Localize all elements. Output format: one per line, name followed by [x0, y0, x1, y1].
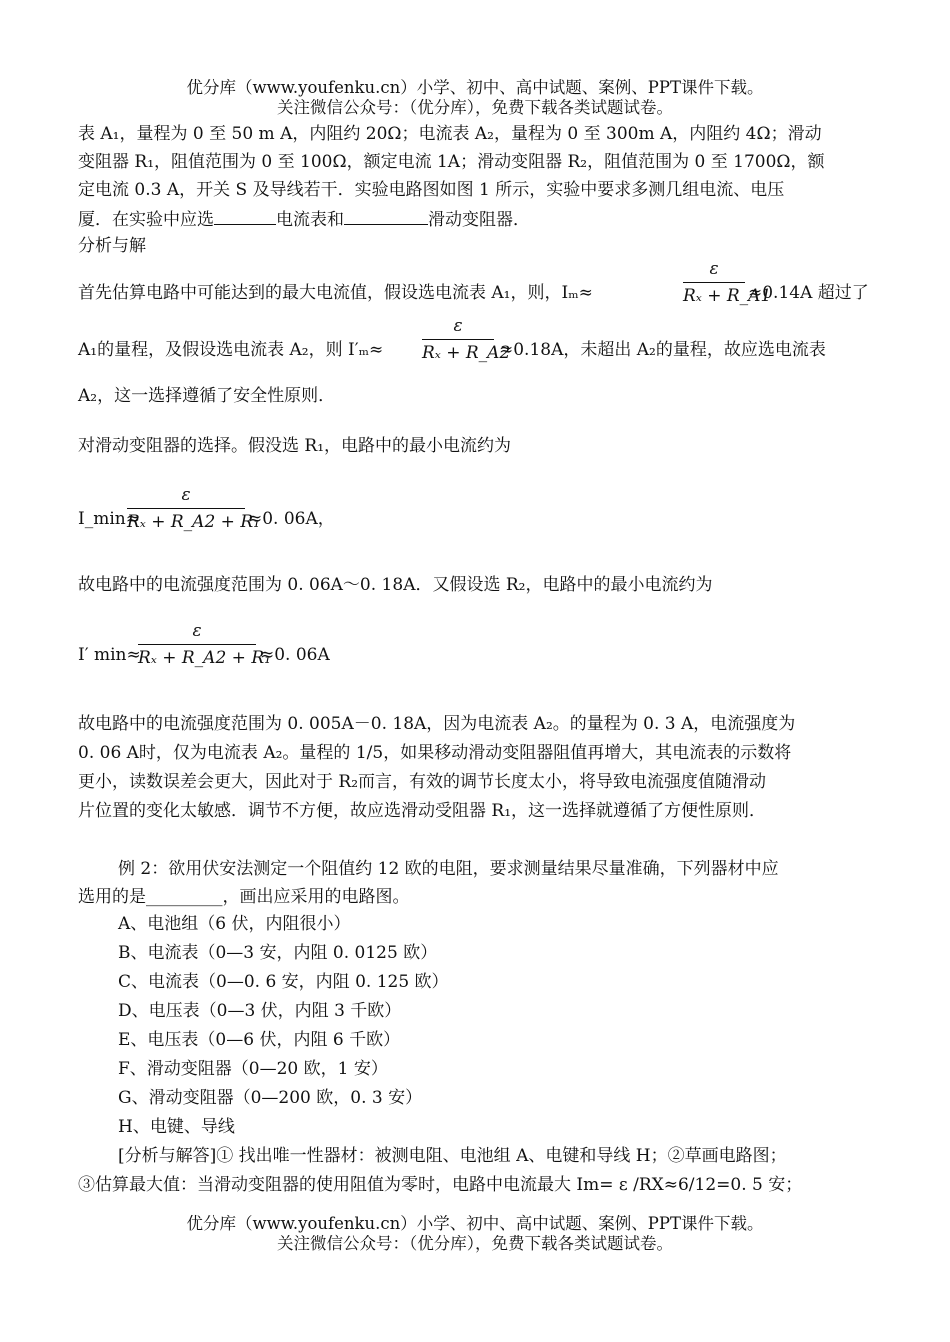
para1-line1: 表 A₁，量程为 0 至 50 m A，内阻约 20Ω；电流表 A₂，量程为 0 至 300m A，内阻约 4Ω；滑动: [78, 124, 822, 144]
formula3-lhs: I_min≈: [78, 509, 140, 529]
formula3-denominator: Rₓ + R_A2 + R₁: [127, 512, 260, 532]
para2-line1-right: ≈0.14A 超过了: [748, 283, 869, 303]
para5-line4: 片位置的变化太敏感．调节不方便，故应选滑动受阻器 R₁，这一选择就遵循了方便性原则．: [78, 801, 767, 821]
formula3-numerator: ε: [181, 485, 191, 505]
formula-max-current-a1: [683, 258, 772, 307]
para2-line2-left: A₁的量程，及假设选电流表 A₂，则 I′ₘ≈: [78, 340, 384, 360]
footer-line-1: 优分库（www.youfenku.cn）小学、初中、高中试题、案例、PPT课件下载。: [186, 1214, 764, 1233]
para1-line4: [78, 206, 530, 232]
para1-line4-part2: 电流表和: [276, 210, 344, 230]
formula2-denominator: Rₓ + R_A2: [422, 343, 511, 363]
option-b: B、电流表（0—3 安，内阻 0. 0125 欧）: [118, 943, 438, 963]
para1-line4-part1: 厦．在实验中应选: [78, 210, 214, 230]
option-e: E、电压表（0—6 伏，内阻 6 千欧）: [118, 1030, 401, 1050]
example2-line2: 选用的是_________，画出应采用的电路图。: [78, 887, 410, 907]
para4: 故电路中的电流强度范围为 0. 06A～0. 18A．又假设选 R₂，电路中的最小电流约为: [78, 575, 713, 595]
formula4-fraction-bar: [138, 644, 256, 645]
para2-line1-left: 首先估算电路中可能达到的最大电流值，假设选电流表 A₁，则，Iₘ≈: [78, 283, 593, 303]
formula1-denominator: Rₓ + R_A1: [683, 286, 772, 306]
formula3-fraction-bar: [127, 508, 245, 509]
fill-blank-rheostat[interactable]: [344, 206, 428, 225]
para1-line4-part3: 滑动变阻器．: [428, 210, 530, 230]
fill-blank-ammeter[interactable]: [214, 206, 276, 225]
formula4-lhs: I′ min≈: [78, 645, 141, 665]
para3: 对滑动变阻器的选择。假没选 R₁，电路中的最小电流约为: [78, 436, 512, 456]
header-line-1: 优分库（www.youfenku.cn）小学、初中、高中试题、案例、PPT课件下载。: [186, 78, 764, 97]
formula-min-current-r1: [127, 484, 260, 533]
formula4-denominator: Rₓ + R_A2 + R₁: [138, 648, 271, 668]
option-d: D、电压表（0—3 伏，内阻 3 千欧）: [118, 1001, 402, 1021]
para5-line2: 0. 06 A时，仅为电流表 A₂。量程的 1/5，如果移动滑动变阻器阻值再增大，其电流表的示数将: [78, 743, 792, 763]
formula-min-current-r2: [138, 620, 271, 669]
option-c: C、电流表（0—0. 6 安，内阻 0. 125 欧）: [118, 972, 449, 992]
example2-line1: 例 2：欲用伏安法测定一个阻值约 12 欧的电阻，要求测量结果尽量准确，下列器材中应: [118, 859, 779, 879]
para1-line3: 定电流 0.3 A，开关 S 及导线若干．实验电路图如图 1 所示，实验中要求多测几组电流、电压: [78, 180, 785, 200]
option-a: A、电池组（6 伏，内阻很小）: [118, 914, 351, 934]
formula4-numerator: ε: [192, 621, 202, 641]
para2-line2-right: ≈0.18A，未超出 A₂的量程，故应选电流表: [499, 340, 826, 360]
analysis-title: 分析与解: [78, 236, 146, 256]
para2-line3: A₂，这一选择遵循了安全性原则．: [78, 386, 336, 406]
formula4-rhs: ≈0. 06A: [260, 645, 330, 665]
formula2-fraction-bar: [422, 339, 494, 340]
formula1-fraction-bar: [683, 282, 745, 283]
para5-line3: 更小，读数误差会更大，因此对于 R₂而言，有效的调节长度太小，将导致电流强度值随滑动: [78, 772, 767, 792]
header-line-2: 关注微信公众号：（优分库），免费下载各类试题试卷。: [277, 98, 673, 117]
formula-max-current-a2: [422, 315, 511, 364]
para5-line1: 故电路中的电流强度范围为 0. 005A－0. 18A，因为电流表 A₂。的量程为 0. 3 A，电流强度为: [78, 714, 796, 734]
footer-line-2: 关注微信公众号：（优分库），免费下载各类试题试卷。: [277, 1234, 673, 1253]
option-g: G、滑动变阻器（0—200 欧，0. 3 安）: [118, 1088, 423, 1108]
formula2-numerator: ε: [453, 316, 463, 336]
formula1-numerator: ε: [709, 259, 719, 279]
option-f: F、滑动变阻器（0—20 欧，1 安）: [118, 1059, 388, 1079]
option-h: H、电键、导线: [118, 1117, 235, 1137]
para1-line2: 变阻器 R₁，阻值范围为 0 至 100Ω，额定电流 1A；滑动变阻器 R₂，阻值范围为 0 至 1700Ω，额: [78, 152, 825, 172]
answer-line1: [分析与解答]① 找出唯一性器材：被测电阻、电池组 A、电键和导线 H；②草画电路图；: [118, 1146, 787, 1166]
formula3-rhs: ≈0. 06A，: [248, 509, 335, 529]
answer-line2: ③估算最大值：当滑动变阻器的使用阻值为零时，电路中电流最大 Im= ε /RX≈6/12=0. 5 安；: [78, 1175, 803, 1195]
